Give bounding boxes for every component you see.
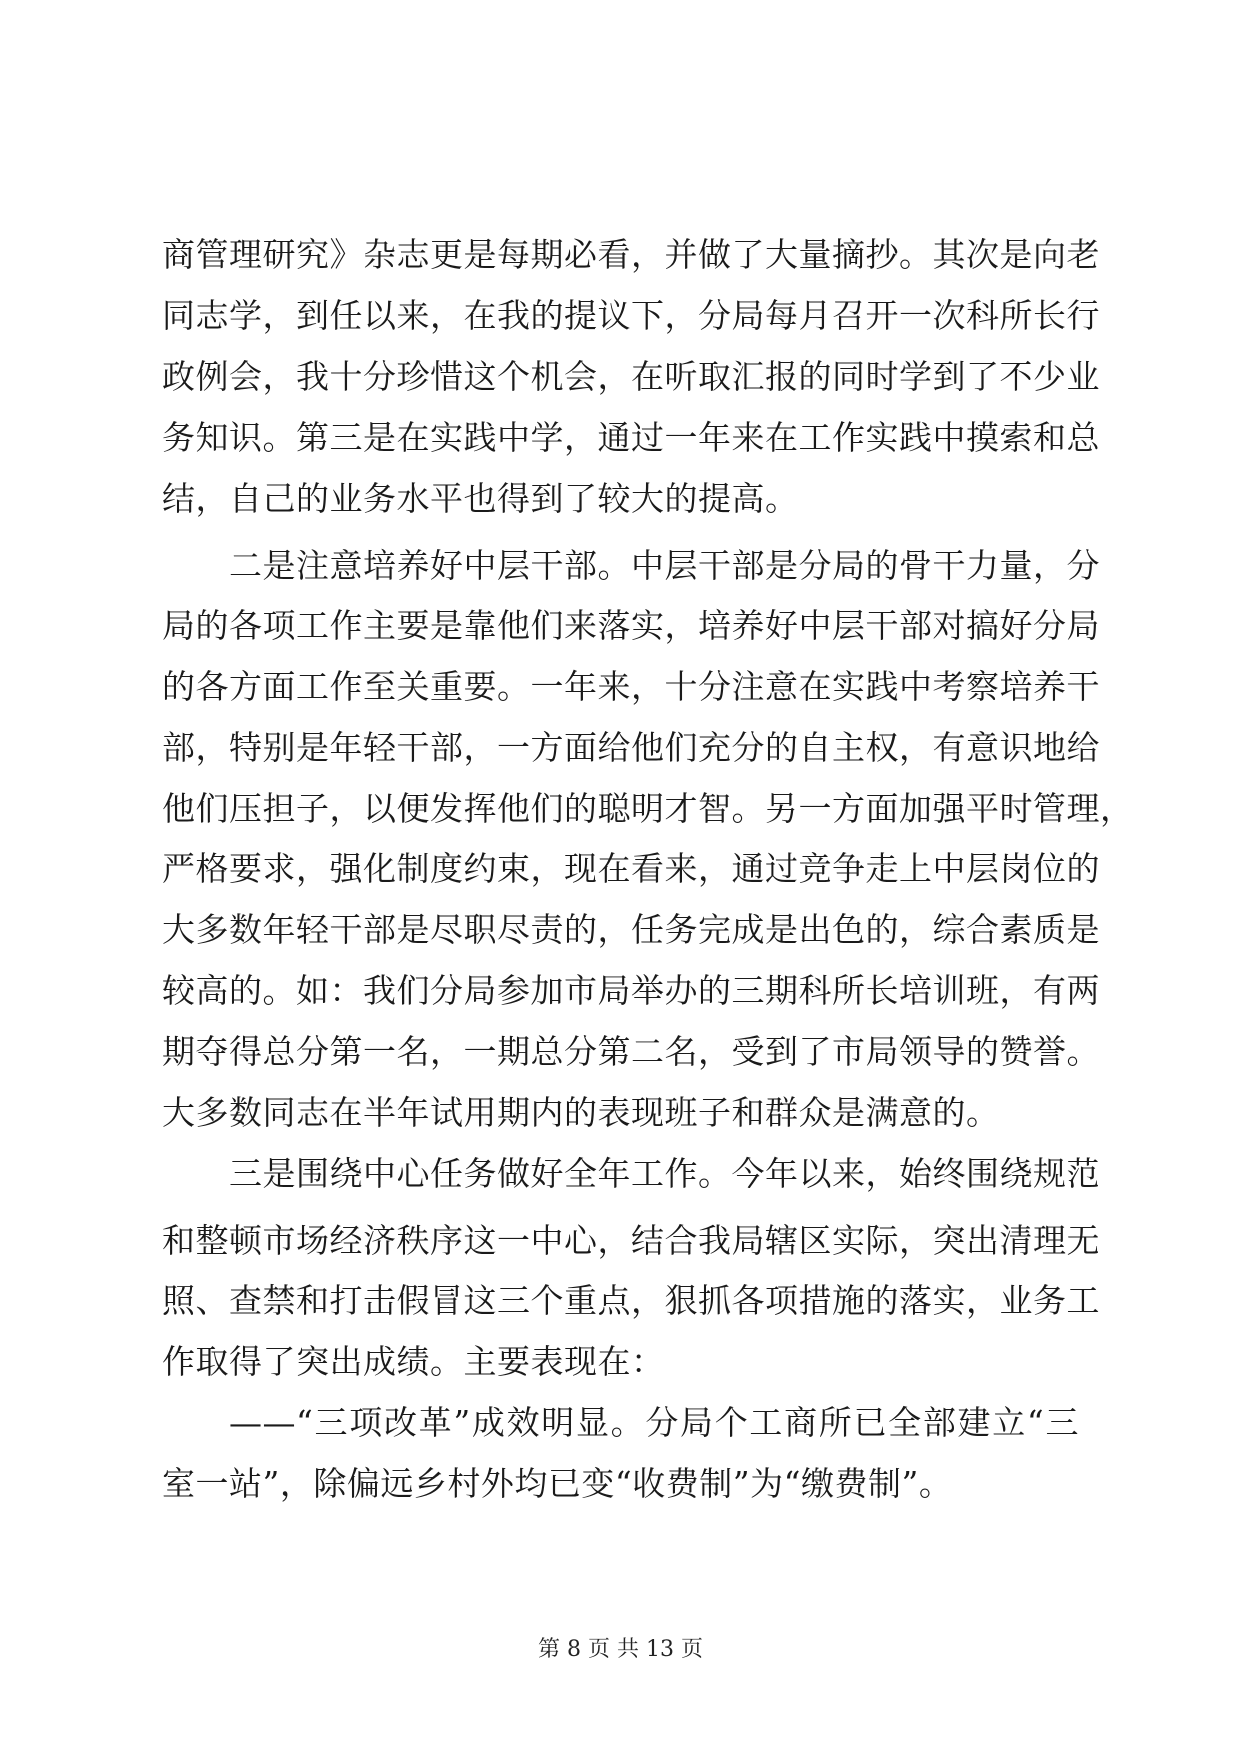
- text-line: [0, 479, 1241, 519]
- text-line-content: 较高的。如：我们分局参加市局举办的三期科所长培训班，有两: [162, 971, 1100, 1010]
- text-line: [0, 1464, 1241, 1504]
- text-line-content: 三是围绕中心任务做好全年工作。今年以来，始终围绕规范: [229, 1154, 1100, 1193]
- text-line-content: 大多数年轻干部是尽职尽责的，任务完成是出色的，综合素质是: [162, 910, 1100, 949]
- text-line: [0, 667, 1241, 707]
- text-line: [0, 971, 1241, 1011]
- text-line-content: 商管理研究》杂志更是每期必看，并做了大量摘抄。其次是向老: [162, 235, 1100, 274]
- text-line: [0, 235, 1241, 275]
- text-line: [0, 910, 1241, 950]
- text-line-content: 严格要求，强化制度约束，现在看来，通过竞争走上中层岗位的: [162, 849, 1100, 888]
- text-line-content: ——“三项改革”成效明显。分局个工商所已全部建立“三: [229, 1403, 1079, 1442]
- text-line: [0, 418, 1241, 458]
- text-line: [0, 357, 1241, 397]
- text-line-content: 他们压担子，以便发挥他们的聪明才智。另一方面加强平时管理，: [162, 789, 1134, 828]
- text-line-content: 同志学，到任以来，在我的提议下，分局每月召开一次科所长行: [162, 296, 1100, 335]
- text-line-content: 期夺得总分第一名，一期总分第二名，受到了市局领导的赞誉。: [162, 1032, 1100, 1071]
- text-line: [0, 1221, 1241, 1261]
- text-line-content: 作取得了突出成绩。主要表现在：: [162, 1342, 665, 1381]
- text-line: [0, 1093, 1241, 1133]
- text-line: [0, 296, 1241, 336]
- paragraph-first-line: [0, 1403, 1241, 1443]
- text-line: [0, 789, 1241, 829]
- text-line: [0, 1032, 1241, 1072]
- text-line-content: 的各方面工作至关重要。一年来，十分注意在实践中考察培养干: [162, 667, 1100, 706]
- text-line-content: 照、查禁和打击假冒这三个重点，狠抓各项措施的落实，业务工: [162, 1281, 1100, 1320]
- text-line-content: 政例会，我十分珍惜这个机会，在听取汇报的同时学到了不少业: [162, 357, 1100, 396]
- text-line: [0, 1281, 1241, 1321]
- text-line-content: 大多数同志在半年试用期内的表现班子和群众是满意的。: [162, 1093, 1000, 1132]
- text-line: [0, 1342, 1241, 1382]
- text-line-content: 部，特别是年轻干部，一方面给他们充分的自主权，有意识地给: [162, 728, 1100, 767]
- page-number-footer: 第 8 页 共 13 页: [538, 1637, 703, 1662]
- paragraph-first-line: [0, 546, 1241, 586]
- text-line-content: 二是注意培养好中层干部。中层干部是分局的骨干力量，分: [229, 546, 1100, 585]
- text-line-content: 和整顿市场经济秩序这一中心，结合我局辖区实际，突出清理无: [162, 1221, 1100, 1260]
- text-line-content: 局的各项工作主要是靠他们来落实，培养好中层干部对搞好分局: [162, 606, 1100, 645]
- text-line: [0, 849, 1241, 889]
- text-line-content: 结，自己的业务水平也得到了较大的提高。: [162, 479, 799, 518]
- text-line: [0, 728, 1241, 768]
- text-line: [0, 606, 1241, 646]
- paragraph-first-line: [0, 1154, 1241, 1194]
- text-line-content: 室一站”，除偏远乡村外均已变“收费制”为“缴费制”。: [162, 1464, 953, 1503]
- text-line-content: 务知识。第三是在实践中学，通过一年来在工作实践中摸索和总: [162, 418, 1100, 457]
